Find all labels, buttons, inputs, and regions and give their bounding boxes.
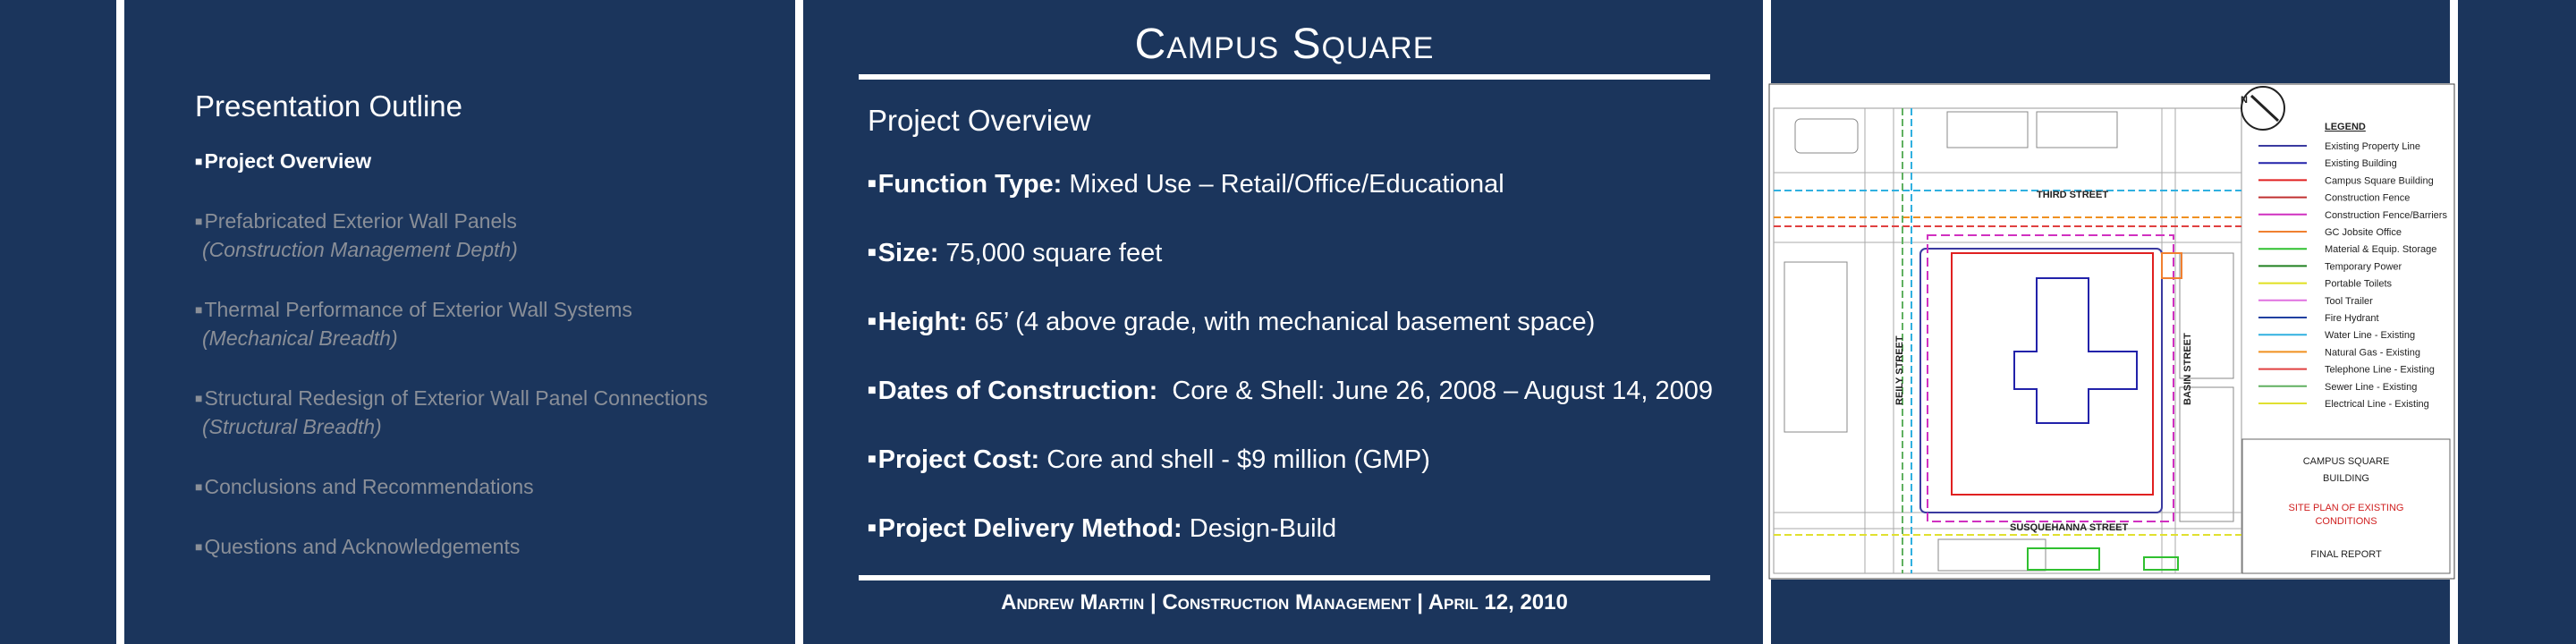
outline-item-thermal[interactable]: ■Thermal Performance of Exterior Wall Systems (Mechanical Breadth) xyxy=(195,295,767,352)
title-block-name-2: BUILDING xyxy=(2323,473,2369,484)
legend-label: Construction Fence/Barriers xyxy=(2325,209,2447,221)
outline-item-project-overview[interactable]: ■Project Overview xyxy=(195,149,372,173)
slide-title: Campus Square xyxy=(1134,21,1435,68)
title-block-sub-2: CONDITIONS xyxy=(2315,516,2377,527)
title-block-name-1: CAMPUS SQUARE xyxy=(2302,456,2390,467)
point-delivery: ■Project Delivery Method: Design-Build xyxy=(868,514,1337,543)
title-block-sub-1: SITE PLAN OF EXISTING xyxy=(2288,503,2404,513)
legend-label: Construction Fence xyxy=(2325,192,2411,204)
footer-rule xyxy=(859,575,1710,580)
street-label-top: THIRD STREET xyxy=(2037,190,2109,200)
left-frame-bar xyxy=(116,0,124,644)
outline-item-sub: (Mechanical Breadth) xyxy=(202,326,398,350)
point-cost: ■Project Cost: Core and shell - $9 million (GMP) xyxy=(868,445,1430,474)
presentation-outline xyxy=(195,89,767,592)
street-label-bottom: SUSQUEHANNA STREET xyxy=(2010,522,2129,533)
slide-footer: Andrew Martin | Construction Management | April 12, 2010 xyxy=(1001,590,1568,614)
legend-label: Campus Square Building xyxy=(2325,175,2434,187)
legend-label: Natural Gas - Existing xyxy=(2325,347,2420,359)
outline-item-questions[interactable]: ■Questions and Acknowledgements xyxy=(195,535,521,558)
overview-points xyxy=(868,170,1713,583)
legend-label: Sewer Line - Existing xyxy=(2325,381,2418,393)
title-rule xyxy=(859,74,1710,80)
legend-label: Tool Trailer xyxy=(2325,295,2373,307)
section-heading: Project Overview xyxy=(868,104,1091,137)
outline-title: Presentation Outline xyxy=(195,89,463,123)
outline-item-structural[interactable]: ■Structural Redesign of Exterior Wall Panel Connections (Structural Breadth) xyxy=(195,384,767,441)
legend-label: Electrical Line - Existing xyxy=(2325,399,2429,410)
legend-label: Fire Hydrant xyxy=(2325,313,2379,324)
legend-label: Water Line - Existing xyxy=(2325,330,2416,342)
street-label-left: REILY STREET xyxy=(1894,335,1905,405)
legend-label: GC Jobsite Office xyxy=(2325,227,2402,238)
title-block-report: FINAL REPORT xyxy=(2310,549,2382,560)
legend-label: Portable Toilets xyxy=(2325,278,2393,290)
legend-label: Existing Property Line xyxy=(2325,141,2420,152)
site-plan-image xyxy=(1768,83,2455,580)
legend-label: Temporary Power xyxy=(2325,261,2402,273)
point-dates: ■Dates of Construction: Core & Shell: June 26, 2008 – August 14, 2009 xyxy=(868,377,1713,405)
legend-title: LEGEND xyxy=(2325,122,2366,132)
legend-label: Existing Building xyxy=(2325,158,2397,170)
outline-item-wall-panels[interactable]: ■Prefabricated Exterior Wall Panels (Construction Management Depth) xyxy=(195,207,767,264)
point-height: ■Height: 65’ (4 above grade, with mechanical basement space) xyxy=(868,308,1596,336)
street-label-right: BASIN STREET xyxy=(2182,333,2193,405)
site-plan-drawing xyxy=(1768,83,2455,580)
outline-item-sub: (Structural Breadth) xyxy=(202,415,382,438)
point-size: ■Size: 75,000 square feet xyxy=(868,239,1163,267)
outline-item-sub: (Construction Management Depth) xyxy=(202,238,518,261)
north-label: N xyxy=(2241,95,2248,106)
legend-label: Material & Equip. Storage xyxy=(2325,244,2437,256)
point-function-type: ■Function Type: Mixed Use – Retail/Office/Educational xyxy=(868,170,1504,199)
divider-bar-1 xyxy=(795,0,803,644)
outline-item-conclusions[interactable]: ■Conclusions and Recommendations xyxy=(195,475,534,498)
legend-label: Telephone Line - Existing xyxy=(2325,364,2435,376)
